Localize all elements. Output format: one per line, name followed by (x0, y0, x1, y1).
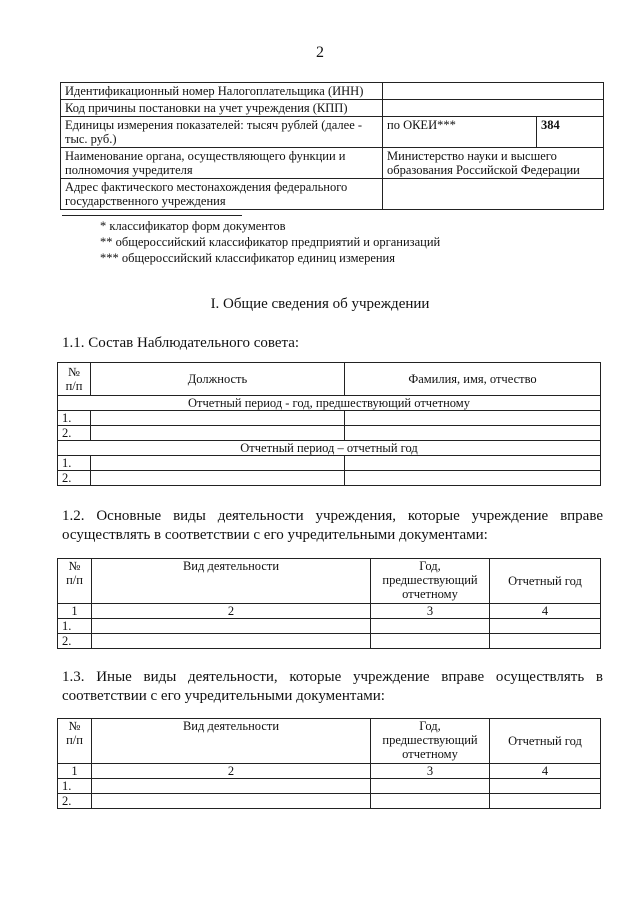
table-row (58, 426, 601, 441)
table-header-row (58, 719, 601, 764)
current-year-cell (490, 634, 601, 649)
previous-year-cell (371, 619, 490, 634)
row-number: 1. (58, 456, 91, 471)
section-title: I. Общие сведения об учреждении (210, 296, 430, 312)
footnote: ** общероссийский классификатор предприятий и организаций (100, 235, 441, 249)
okei-code: 384 (537, 117, 604, 148)
table-row (58, 411, 601, 426)
column-number: 4 (490, 764, 601, 779)
main-activities-table (57, 558, 601, 649)
footnote: * классификатор форм документов (100, 219, 286, 233)
kpp-label: Код причины постановки на учет учреждения (КПП) (61, 100, 383, 117)
supervisory-board-table (57, 362, 601, 486)
units-label: Единицы измерения показателей: тысяч рублей (далее - тыс. руб.) (61, 117, 383, 148)
previous-year-cell (371, 634, 490, 649)
table-row (58, 619, 601, 634)
position-cell (91, 456, 345, 471)
column-number-row (58, 604, 601, 619)
column-number: 4 (490, 604, 601, 619)
row-number: 2. (58, 634, 92, 649)
period-row (58, 396, 601, 411)
previous-year-cell (371, 779, 490, 794)
current-year-header: Отчетный год (490, 559, 601, 604)
previous-year-header: Год, предшествующий отчетному (371, 559, 490, 604)
address-value (383, 179, 604, 210)
footnote-divider (62, 215, 242, 216)
position-cell (91, 411, 345, 426)
inn-value (383, 83, 604, 100)
activity-kind-cell (92, 619, 371, 634)
row-number: 2. (58, 426, 91, 441)
table-row (61, 148, 604, 179)
address-label: Адрес фактического местонахождения федерального государственного учреждения (61, 179, 383, 210)
name-cell (345, 456, 601, 471)
current-year-cell (490, 794, 601, 809)
column-number: 1 (58, 604, 92, 619)
table-row (61, 117, 604, 148)
table-row (58, 779, 601, 794)
previous-year-cell (371, 794, 490, 809)
other-activities-table (57, 718, 601, 809)
founder-label: Наименование органа, осуществляющего функции и полномочия учредителя (61, 148, 383, 179)
num-header: № п/п (58, 559, 92, 604)
table-row (58, 456, 601, 471)
table-row (61, 83, 604, 100)
inn-label: Идентификационный номер Налогоплательщика (ИНН) (61, 83, 383, 100)
footnote: *** общероссийский классификатор единиц измерения (100, 251, 395, 265)
okei-label: по ОКЕИ*** (383, 117, 537, 148)
table-header-row (58, 363, 601, 396)
table-row (61, 100, 604, 117)
activity-kind-header: Вид деятельности (92, 559, 371, 604)
num-header: № п/п (58, 719, 92, 764)
row-number: 2. (58, 471, 91, 486)
position-cell (91, 426, 345, 441)
position-header: Должность (91, 363, 345, 396)
period-row (58, 441, 601, 456)
name-cell (345, 411, 601, 426)
row-number: 2. (58, 794, 92, 809)
kpp-value (383, 100, 604, 117)
period-current: Отчетный период – отчетный год (58, 441, 601, 456)
row-number: 1. (58, 619, 92, 634)
activity-kind-cell (92, 779, 371, 794)
position-cell (91, 471, 345, 486)
column-number: 2 (92, 604, 371, 619)
column-number: 2 (92, 764, 371, 779)
column-number: 1 (58, 764, 92, 779)
founder-value: Министерство науки и высшего образования Российской Федерации (383, 148, 604, 179)
current-year-cell (490, 619, 601, 634)
subsection-heading: 1.3. Иные виды деятельности, которые учреждение вправе осуществлять в соответствии с его учредительными документами: (62, 669, 603, 704)
name-cell (345, 426, 601, 441)
column-number: 3 (371, 764, 490, 779)
table-header-row (58, 559, 601, 604)
page-number: 2 (316, 44, 324, 61)
row-number: 1. (58, 411, 91, 426)
table-row (61, 179, 604, 210)
row-number: 1. (58, 779, 92, 794)
subsection-heading: 1.2. Основные виды деятельности учреждения, которые учреждение вправе осуществлять в соответствии с его учредительными документами: (62, 508, 603, 543)
num-header: № п/п (58, 363, 91, 396)
period-previous: Отчетный период - год, предшествующий отчетному (58, 396, 601, 411)
current-year-cell (490, 779, 601, 794)
column-number: 3 (371, 604, 490, 619)
activity-kind-cell (92, 634, 371, 649)
subsection-heading: 1.1. Состав Наблюдательного совета: (62, 335, 300, 351)
activity-kind-header: Вид деятельности (92, 719, 371, 764)
previous-year-header: Год, предшествующий отчетному (371, 719, 490, 764)
activity-kind-cell (92, 794, 371, 809)
column-number-row (58, 764, 601, 779)
table-row (58, 471, 601, 486)
name-cell (345, 471, 601, 486)
institution-header-table (60, 82, 604, 210)
name-header: Фамилия, имя, отчество (345, 363, 601, 396)
table-row (58, 634, 601, 649)
current-year-header: Отчетный год (490, 719, 601, 764)
table-row (58, 794, 601, 809)
